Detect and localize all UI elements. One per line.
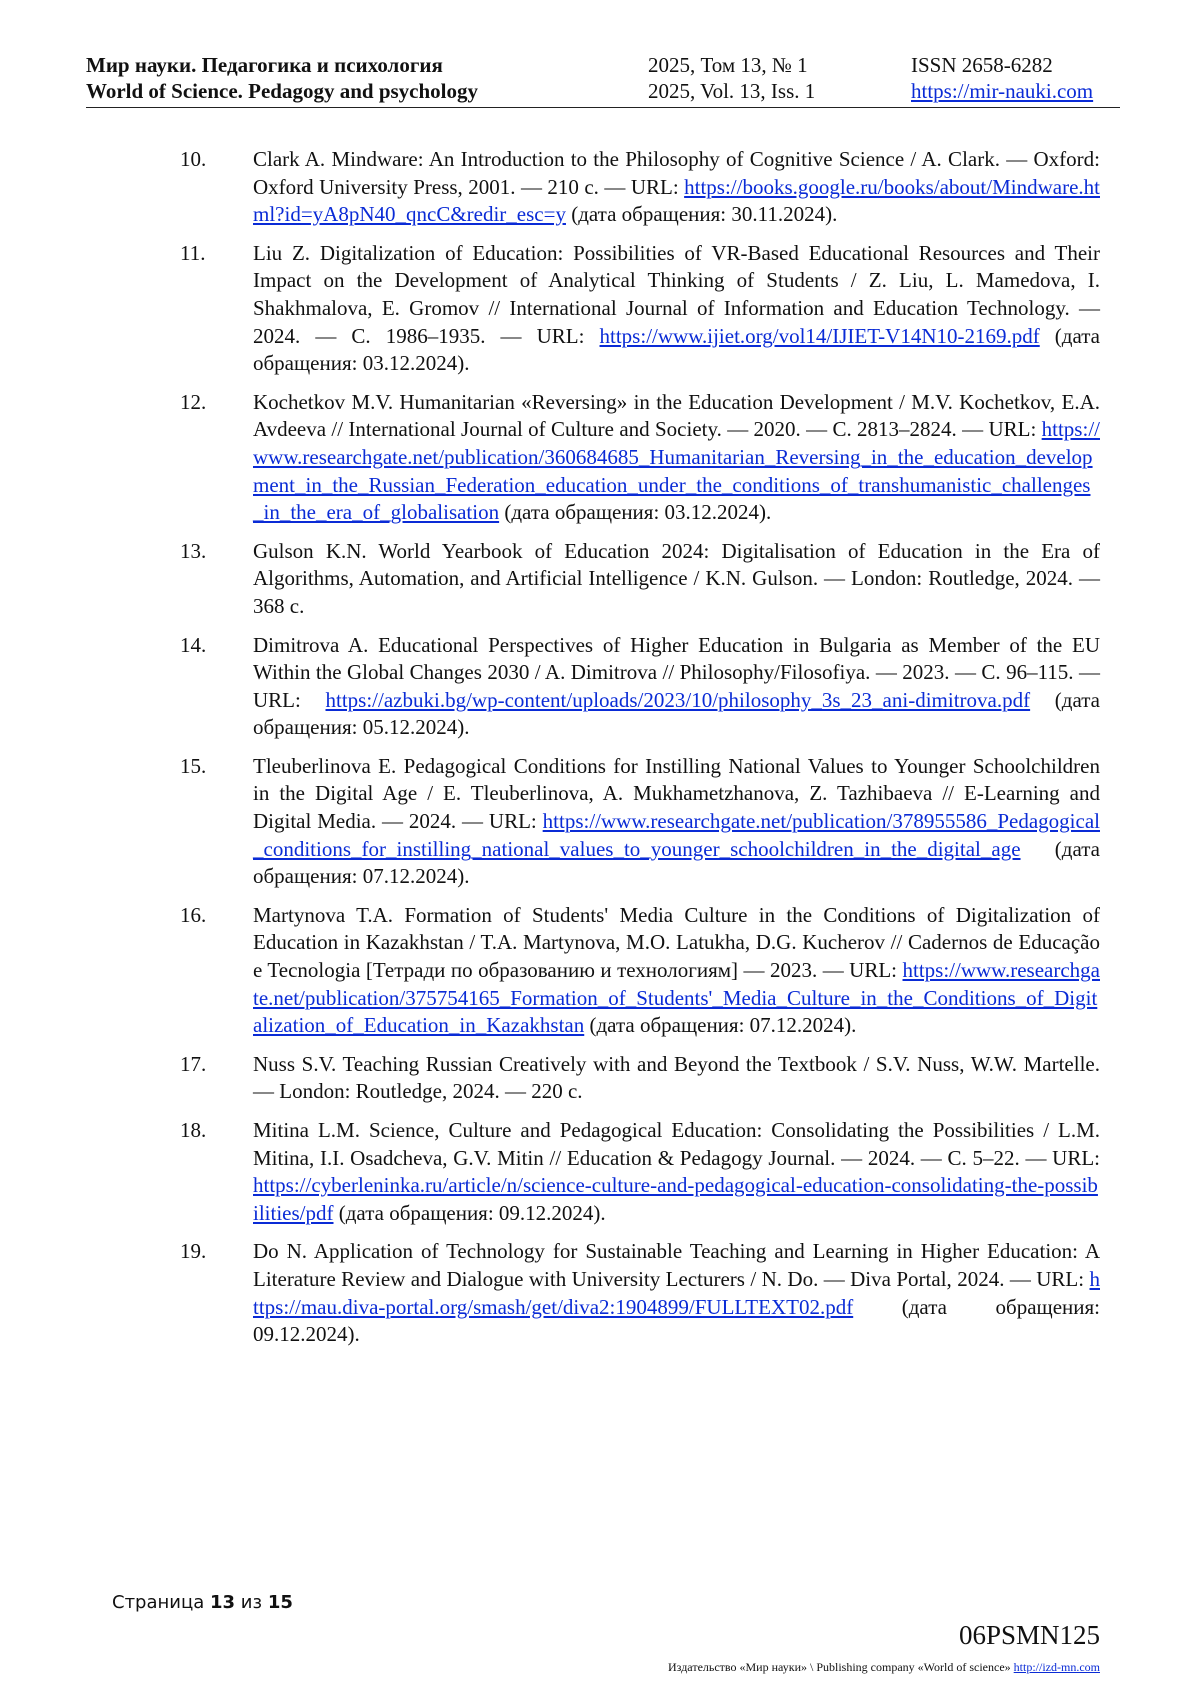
reference-url-link[interactable]: https://cyberleninka.ru/article/n/science-culture-and-pedagogical-education-consolidating-the-possibilities/pdf [253,1173,1098,1225]
reference-access-date: (дата обращения: 03.12.2024). [499,500,772,525]
reference-item [180,902,1100,1040]
reference-url-link[interactable]: https://www.researchgate.net/publication/375754165_Formation_of_Students'_Media_Culture_in_the_Conditions_of_Digitalization_of_Education_in_Kazakhstan [253,958,1100,1038]
reference-text [253,389,1100,527]
header-divider [86,107,1120,108]
reference-number: 12. [180,389,207,414]
reference-citation: Clark A. Mindware: An Introduction to the Philosophy of Cognitive Science / A. Clark. — Oxford: Oxford University Press, 2001. — 210 с. — URL: [253,147,1100,199]
reference-url-link[interactable]: https://www.ijiet.org/vol14/IJIET-V14N10-2169.pdf [599,323,1040,348]
reference-text [253,146,1100,229]
reference-url-link[interactable]: https://mau.diva-portal.org/smash/get/diva2:1904899/FULLTEXT02.pdf [253,1266,1100,1319]
reference-item [180,389,1100,527]
reference-item [180,1117,1100,1227]
reference-item [180,753,1100,891]
reference-text [253,1051,1100,1106]
reference-number: 11. [180,240,206,265]
reference-access-date: (дата обращения: 03.12.2024). [253,323,1100,376]
page-label: Страница [112,1592,205,1613]
issue-ru: 2025, Том 13, № 1 [648,53,808,77]
publisher-link[interactable]: http://izd-mn.com [1013,1660,1100,1674]
reference-text [253,1238,1100,1348]
reference-access-date: (дата обращения: 07.12.2024). [253,836,1100,889]
reference-item [180,240,1100,378]
header-row-en [86,78,1120,104]
reference-text [253,240,1100,378]
reference-text [253,902,1100,1040]
reference-item [180,146,1100,229]
journal-title-ru: Мир науки. Педагогика и психология [86,53,443,77]
journal-title-en: World of Science. Pedagogy and psychology [86,79,479,103]
reference-access-date: (дата обращения: 09.12.2024). [253,1294,1100,1347]
reference-item [180,538,1100,621]
reference-item [180,1238,1100,1348]
page-counter [112,1592,293,1613]
reference-number: 13. [180,538,207,563]
reference-text [253,753,1100,891]
reference-citation: Tleuberlinova E. Pedagogical Conditions for Instilling National Values to Younger Schoolchildren in the Digital Age / E. Tleuberlinova, A. Mukhametzhanova, Z. Tazhibaeva // E-Learning and Digital Media. — 2024. — URL: [253,753,1100,834]
reference-citation: Martynova T.A. Formation of Students' Media Culture in the Conditions of Digitalization of Education in Kazakhstan / T.A. Martynova, M.O. Latukha, D.G. Kucherov // Cadernos de Educação e Tecnologia [Тетради по образованию и технологиям] — 2023. — URL: [253,902,1100,983]
page-of: из [240,1592,263,1613]
reference-url-link[interactable]: https://azbuki.bg/wp-content/uploads/2023/10/philosophy_3s_23_ani-dimitrova.pdf [325,687,1031,712]
reference-citation: Kochetkov M.V. Humanitarian «Reversing» in the Education Development / M.V. Kochetkov, E.A. Avdeeva // International Journal of Culture and Society. — 2020. — С. 2813–2824. — URL: [253,389,1100,442]
publisher-text: Издательство «Мир науки» \ Publishing company «World of science» [668,1660,1014,1674]
reference-item [180,1051,1100,1106]
reference-number: 19. [180,1239,207,1264]
issue-en: 2025, Vol. 13, Iss. 1 [648,79,816,103]
reference-number: 18. [180,1118,207,1142]
reference-number: 17. [180,1051,207,1076]
reference-access-date: (дата обращения: 05.12.2024). [253,687,1100,740]
reference-list [180,146,1100,1360]
reference-url-link[interactable]: https://www.researchgate.net/publication/360684685_Humanitarian_Reversing_in_the_education_development_in_the_Russian_Federation_education_under_the_conditions_of_transhumanistic_challenges_in_the_era_of_globalisation [253,417,1100,525]
reference-access-date: (дата обращения: 30.11.2024). [565,202,838,227]
reference-access-date: (дата обращения: 09.12.2024). [333,1200,606,1225]
reference-number: 16. [180,902,207,927]
reference-citation: Do N. Application of Technology for Sustainable Teaching and Learning in Higher Education: A Literature Review and Dialogue with University Lecturers / N. Do. — Diva Portal, 2024. — URL: [253,1239,1100,1291]
page-current: 13 [210,1592,236,1613]
reference-item [180,632,1100,742]
reference-number: 14. [180,632,207,657]
page-total: 15 [267,1592,293,1613]
article-code: 06PSMN125 [958,1620,1100,1650]
reference-text [253,538,1100,621]
reference-text [253,632,1100,742]
reference-citation: Nuss S.V. Teaching Russian Creatively with and Beyond the Textbook / S.V. Nuss, W.W. Martelle. — London: Routledge, 2024. — 220 с. [253,1051,1100,1104]
reference-citation: Gulson K.N. World Yearbook of Education 2024: Digitalisation of Education in the Era of Algorithms, Automation, and Artificial Intelligence / K.N. Gulson. — London: Routledge, 2024. — 368 с. [253,538,1100,618]
journal-site-link[interactable]: https://mir-nauki.com [911,79,1094,103]
page-header [86,52,1120,104]
issn: ISSN 2658-6282 [911,53,1053,77]
reference-url-link[interactable]: https://books.google.ru/books/about/Mindware.html?id=yA8pN40_qncC&redir_esc=y [253,174,1100,227]
reference-citation: Dimitrova A. Educational Perspectives of Higher Education in Bulgaria as Member of the EU Within the Global Changes 2030 / A. Dimitrova // Philosophy/Filosofiya. — 2023. — С. 96–115. — URL: [253,632,1100,712]
publisher-line [668,1660,1100,1675]
reference-citation: Mitina L.M. Science, Culture and Pedagogical Education: Consolidating the Possibilities / L.M. Mitina, I.I. Osadcheva, G.V. Mitin // Education & Pedagogy Journal. — 2024. — С. 5–22. — URL: [253,1118,1100,1170]
reference-number: 10. [180,147,207,171]
reference-access-date: (дата обращения: 07.12.2024). [584,1013,857,1038]
reference-citation: Liu Z. Digitalization of Education: Possibilities of VR-Based Educational Resources and Their Impact on the Development of Analytical Thinking of Students / Z. Liu, L. Mamedova, I. Shakhmalova, E. Gromov // International Journal of Information and Education Technology. — 2024. — С. 1986–1935. — URL: [253,240,1100,348]
reference-number: 15. [180,753,207,778]
header-row-ru [86,52,1120,78]
reference-url-link[interactable]: https://www.researchgate.net/publication/378955586_Pedagogical_conditions_for_instilling_national_values_to_younger_schoolchildren_in_the_digital_age [253,809,1100,861]
reference-text [253,1117,1100,1227]
